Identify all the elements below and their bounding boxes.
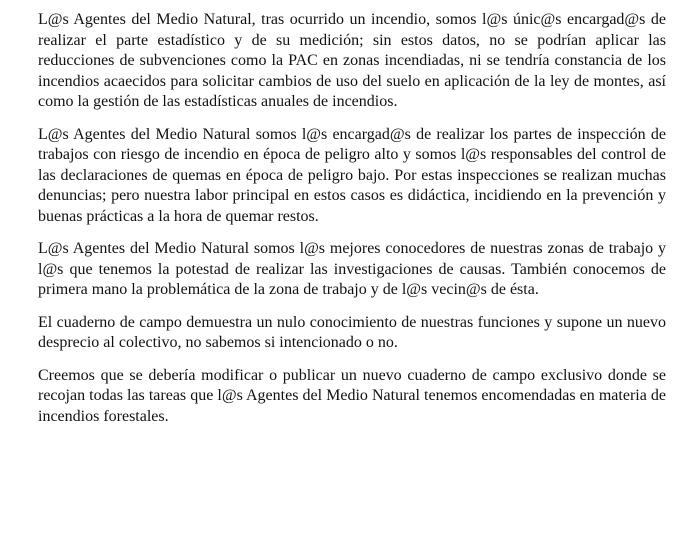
paragraph-propuesta-nuevo-cuaderno: Creemos que se debería modificar o publicar un nuevo cuaderno de campo exclusivo donde se recojan todas las tareas que l@s Agentes del Medio Natural tenemos encomendadas en materia de incendios forestales. xyxy=(38,366,666,425)
paragraph-investigacion-causas: L@s Agentes del Medio Natural somos l@s mejores conocedores de nuestras zonas de trabajo y l@s que tenemos la potestad de realizar las investigaciones de causas. También conocemos de primera mano la problemática de la zona de trabajo y de l@s vecin@s de ésta. xyxy=(38,240,666,298)
paragraph-incendios-parte-estadistico: L@s Agentes del Medio Natural, tras ocurrido un incendio, somos l@s únic@s encargad@s de realizar el parte estadístico y de su medición; sin estos datos, no se podrían aplicar las reducciones de subvenciones como la PAC en zonas incendiadas, ni se tendría constancia de los incendios acaecidos para solicitar cambios de uso del suelo en aplicación de la ley de montes, así como la gestión de las estadísticas anuales de incendios. xyxy=(38,11,666,110)
paragraph-cuaderno-campo-critica: El cuaderno de campo demuestra un nulo conocimiento de nuestras funciones y supone un nuevo desprecio al colectivo, no sabemos si intencionado o no. xyxy=(38,313,666,351)
paragraph-inspeccion-trabajos: L@s Agentes del Medio Natural somos l@s encargad@s de realizar los partes de inspección de trabajos con riesgo de incendio en época de peligro alto y somos l@s responsables del control de las declaraciones de quemas en época de peligro bajo. Por estas inspecciones se realizan muchas denuncias; pero nuestra labor principal en estos casos es didáctica, incidiendo en la prevención y buenas prácticas a la hora de quemar restos. xyxy=(38,125,666,225)
document-body xyxy=(38,10,666,439)
